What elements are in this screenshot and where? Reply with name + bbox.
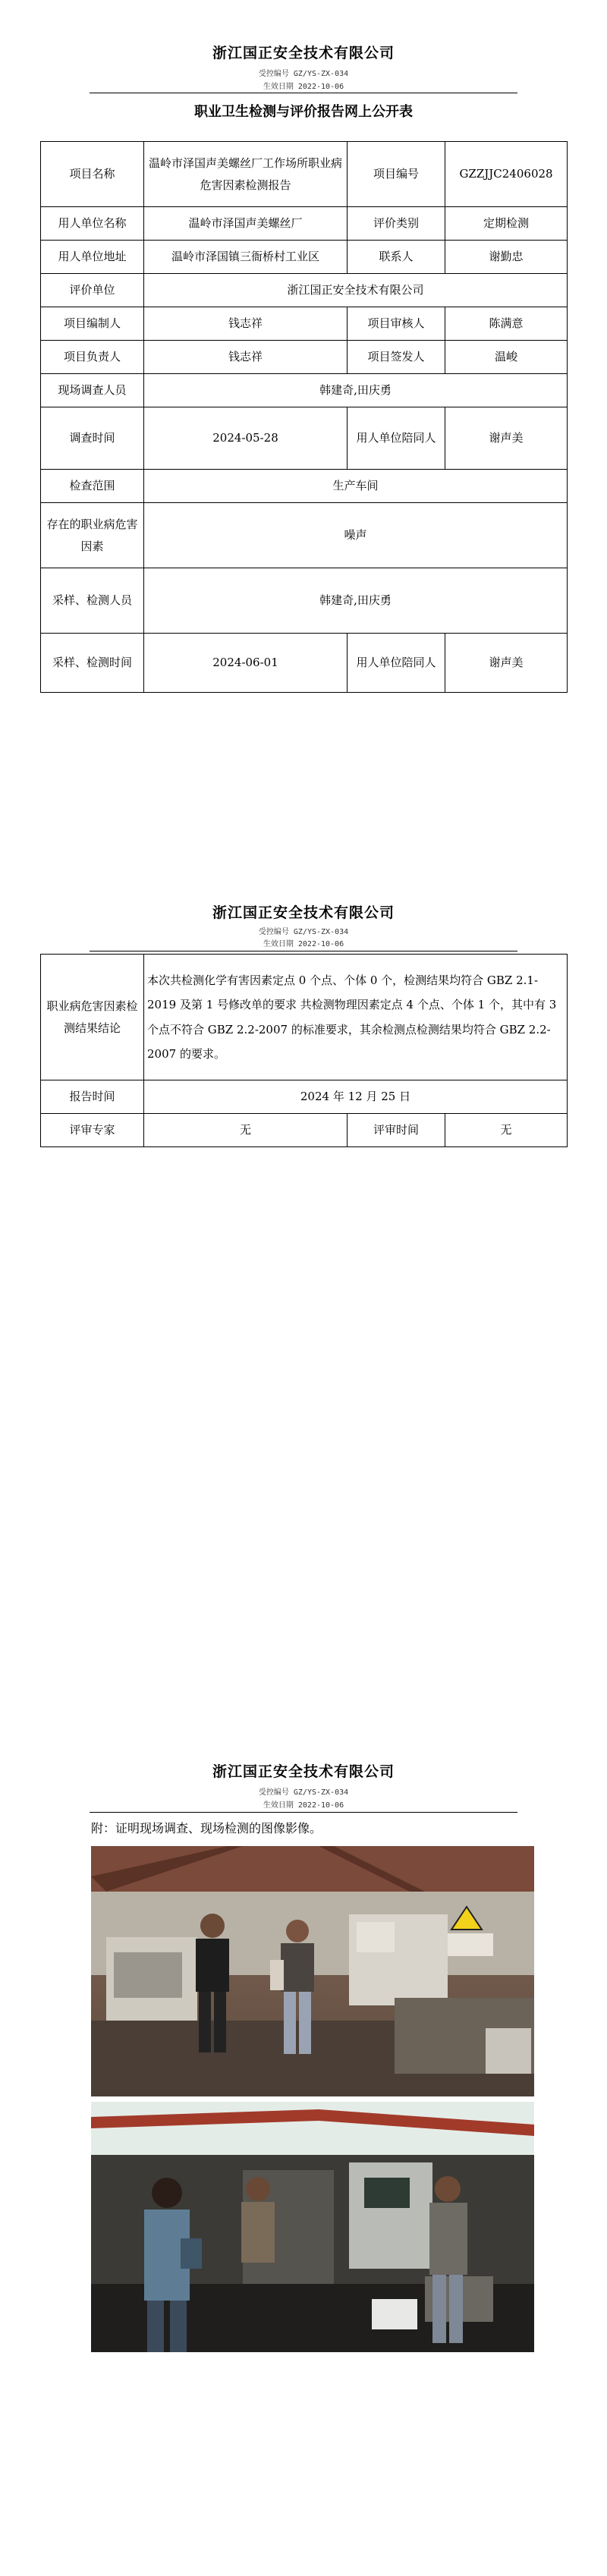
review-time-label: 评审时间 (348, 1114, 445, 1147)
company-header-3: 浙江国正安全技术有限公司 (212, 1763, 395, 1780)
public-info-table (40, 141, 568, 693)
escort2-label: 用人单位陪同人 (348, 634, 445, 693)
control-number-3: 受控编号 GZ/YS-ZX-034 (258, 1788, 349, 1797)
issuer-value: 温峻 (445, 341, 568, 374)
effective-date-2: 生效日期 2022-10-06 (263, 940, 344, 948)
employer-value: 温岭市泽国声美螺丝厂 (144, 207, 348, 241)
sample-time-label: 采样、检测时间 (41, 634, 144, 693)
site-survey-photo (91, 1846, 534, 2096)
report-time-label: 报告时间 (41, 1080, 144, 1114)
project-no-value: GZZJJC2406028 (445, 142, 568, 207)
site-testing-photo (91, 2102, 534, 2352)
issuer-label: 项目签发人 (348, 341, 445, 374)
document-title: 职业卫生检测与评价报告网上公开表 (194, 104, 413, 120)
leader-value: 钱志祥 (144, 341, 348, 374)
scope-label: 检查范围 (41, 470, 144, 503)
company-header-1: 浙江国正安全技术有限公司 (212, 45, 395, 61)
project-name-value: 温岭市泽国声美螺丝厂工作场所职业病危害因素检测报告 (144, 142, 348, 207)
effective-date-1: 生效日期 2022-10-06 (263, 83, 344, 91)
review-time-value: 无 (445, 1114, 568, 1147)
investigator-value: 韩建奇,田庆勇 (144, 374, 568, 407)
report-time-value: 2024 年 12 月 25 日 (144, 1080, 568, 1114)
escort2-value: 谢声美 (445, 634, 568, 693)
eval-type-label: 评价类别 (348, 207, 445, 241)
compiler-label: 项目编制人 (41, 307, 144, 341)
scope-value: 生产车间 (144, 470, 568, 503)
control-number-1: 受控编号 GZ/YS-ZX-034 (258, 70, 349, 78)
expert-value: 无 (144, 1114, 348, 1147)
conclusion-text: 本次共检测化学有害因素定点 0 个点、个体 0 个，检测结果均符合 GBZ 2.1-2019 及第 1 号修改单的要求 共检测物理因素定点 4 个点、个体 1 个，其中有 3 个点不符合 GBZ 2.2-2007 的标准要求，其余检测点检测结果均符合 GBZ 2.2-2007 的要求。 (144, 955, 568, 1080)
leader-label: 项目负责人 (41, 341, 144, 374)
compiler-value: 钱志祥 (144, 307, 348, 341)
evaluator-value: 浙江国正安全技术有限公司 (144, 274, 568, 307)
sample-time-value: 2024-06-01 (144, 634, 348, 693)
project-name-label: 项目名称 (41, 142, 144, 207)
address-value: 温岭市泽国镇三衙桥村工业区 (144, 241, 348, 274)
samplers-label: 采样、检测人员 (41, 568, 144, 634)
effective-date-3: 生效日期 2022-10-06 (263, 1801, 344, 1810)
survey-time-value: 2024-05-28 (144, 407, 348, 470)
control-number-2: 受控编号 GZ/YS-ZX-034 (258, 928, 349, 936)
contact-label: 联系人 (348, 241, 445, 274)
company-header-2: 浙江国正安全技术有限公司 (212, 904, 395, 921)
expert-label: 评审专家 (41, 1114, 144, 1147)
attachment-caption: 附：证明现场调查、现场检测的图像影像。 (91, 1821, 322, 1835)
conclusion-table (40, 954, 568, 1147)
survey-time-label: 调查时间 (41, 407, 144, 470)
evaluator-label: 评价单位 (41, 274, 144, 307)
hazards-label: 存在的职业病危害因素 (41, 503, 144, 568)
address-label: 用人单位地址 (41, 241, 144, 274)
escort-label: 用人单位陪同人 (348, 407, 445, 470)
header-divider-3 (90, 1812, 517, 1813)
escort-value: 谢声美 (445, 407, 568, 470)
conclusion-label: 职业病危害因素检测结果结论 (41, 955, 144, 1080)
employer-label: 用人单位名称 (41, 207, 144, 241)
investigator-label: 现场调查人员 (41, 374, 144, 407)
reviewer-value: 陈满意 (445, 307, 568, 341)
project-no-label: 项目编号 (348, 142, 445, 207)
samplers-value: 韩建奇,田庆勇 (144, 568, 568, 634)
hazards-value: 噪声 (144, 503, 568, 568)
contact-value: 谢勤忠 (445, 241, 568, 274)
eval-type-value: 定期检测 (445, 207, 568, 241)
reviewer-label: 项目审核人 (348, 307, 445, 341)
